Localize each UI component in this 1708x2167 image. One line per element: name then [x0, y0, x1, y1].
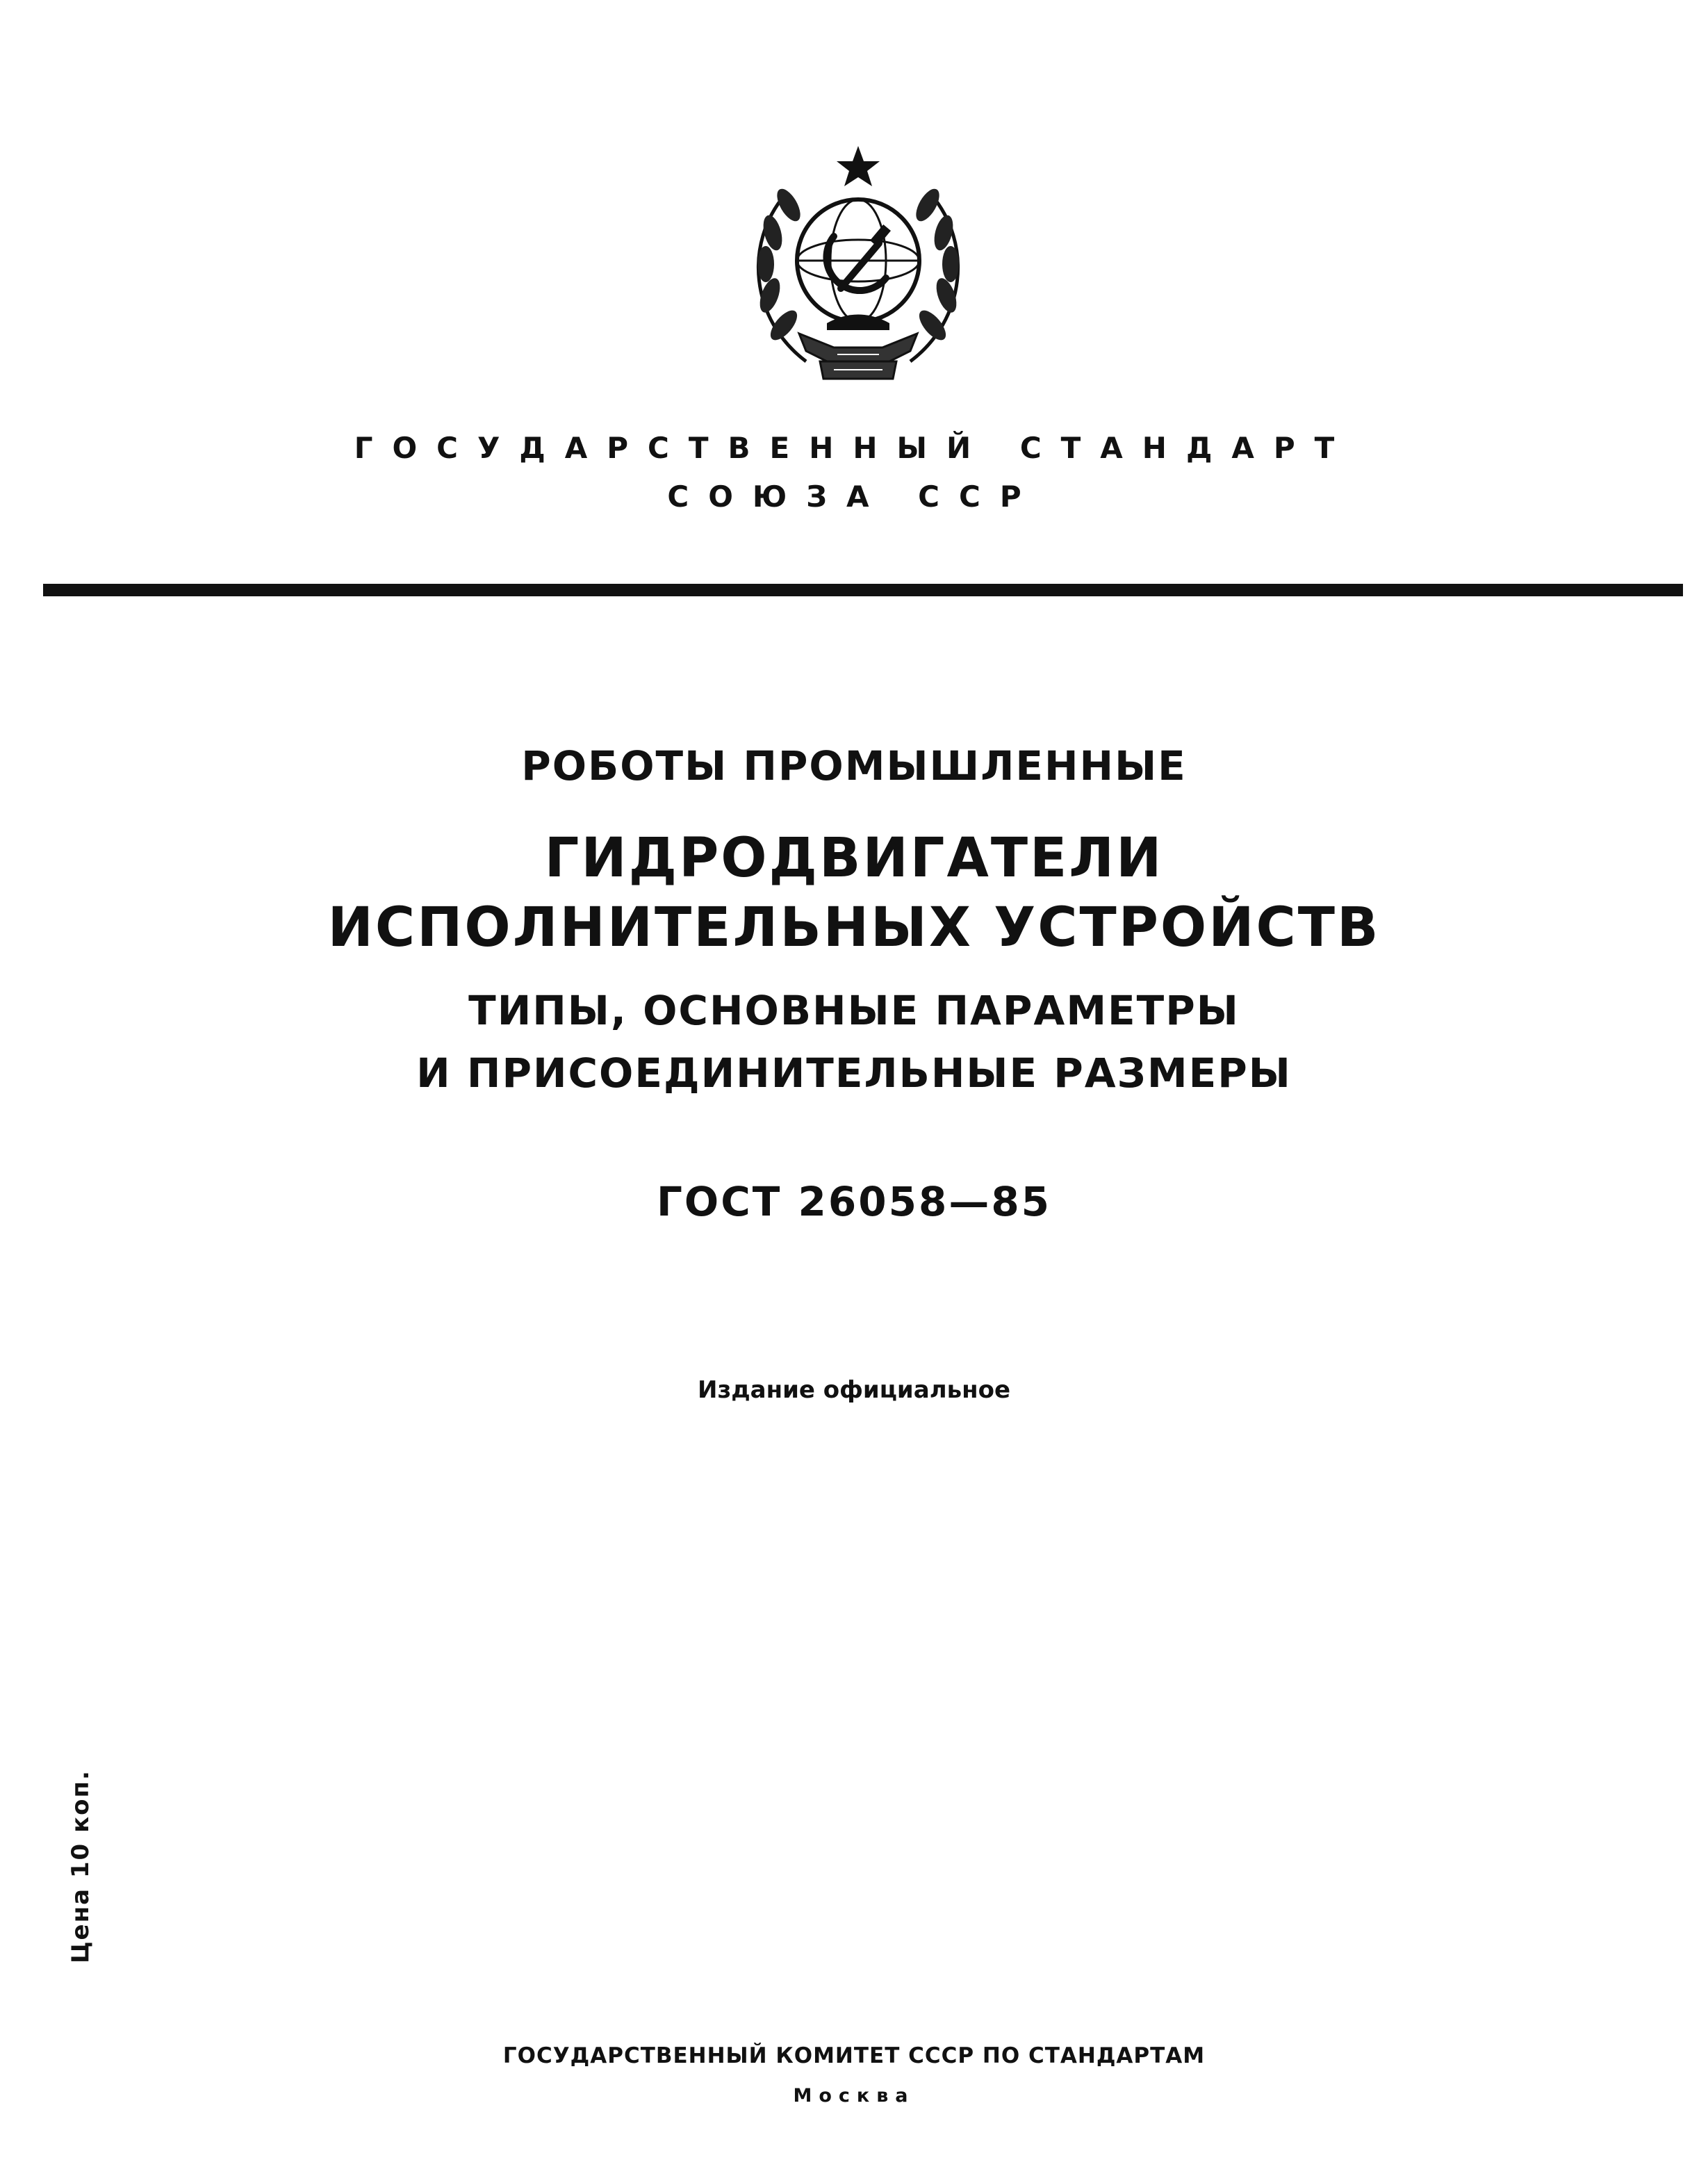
subtitle-line-1: ТИПЫ, ОСНОВНЫЕ ПАРАМЕТРЫ — [468, 987, 1240, 1034]
issuer-line-2: СОЮЗА ССР — [667, 480, 1041, 514]
publisher-city: Москва — [793, 2085, 915, 2107]
standard-number: ГОСТ 26058—85 — [656, 1178, 1052, 1225]
horizontal-divider — [43, 584, 1683, 596]
main-title-line-1: ГИДРОДВИГАТЕЛИ — [544, 827, 1164, 890]
edition-note: Издание официальное — [697, 1376, 1011, 1404]
publisher-name: ГОСУДАРСТВЕННЫЙ КОМИТЕТ СССР ПО СТАНДАРТАМ — [502, 2043, 1206, 2068]
issuer-line-1: ГОСУДАРСТВЕННЫЙ СТАНДАРТ — [354, 431, 1354, 465]
price-label: Цена 10 коп. — [67, 1769, 95, 1963]
subtitle-line-2: И ПРИСОЕДИНИТЕЛЬНЫЕ РАЗМЕРЫ — [416, 1049, 1292, 1097]
main-title-line-2: ИСПОЛНИТЕЛЬНЫХ УСТРОЙСТВ — [327, 897, 1381, 959]
series-title: РОБОТЫ ПРОМЫШЛЕННЫЕ — [521, 742, 1187, 790]
ussr-state-emblem-icon — [723, 139, 994, 396]
